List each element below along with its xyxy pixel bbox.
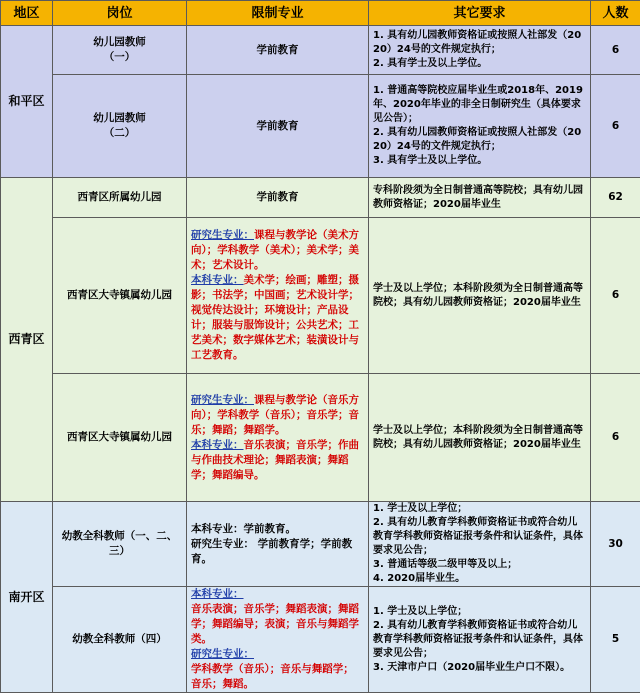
requirement-line: 3. 天津市户口（2020届毕业生户口不限）。	[373, 661, 586, 675]
major-cell: 学前教育	[187, 178, 369, 218]
count-cell: 6	[591, 26, 640, 75]
requirement-line: 2. 具有幼儿教育学科教师资格证书或符合幼儿教育学科教师资格证报考条件和认证条件，具体要求见公告；	[373, 516, 586, 558]
major-line: 本科专业：学前教育。	[191, 522, 364, 537]
requirement-line: 1. 具有幼儿园教师资格证或按照人社部发（2020）24号的文件规定执行；	[373, 29, 586, 57]
position-line: 三）	[57, 544, 182, 559]
major-cell	[187, 587, 369, 693]
major-cell: 学前教育	[187, 26, 369, 75]
major-text: 课程与教学论（美术方向）；学科教学（美术）；美术学；美术；艺术设计。	[191, 229, 359, 271]
district-cell: 南开区	[1, 502, 53, 693]
position-cell: 幼教全科教师（四）	[53, 587, 187, 693]
major-label: 本科专业：	[191, 274, 244, 286]
position-line: 幼教全科教师（一、二、	[57, 529, 182, 544]
major-text: 音乐表演；音乐学；作曲与作曲技术理论；舞蹈表演；舞蹈学；舞蹈编导。	[191, 439, 359, 481]
major-label: 研究生专业：	[191, 229, 254, 241]
position-cell	[53, 75, 187, 178]
header-district: 地区	[1, 1, 53, 26]
major-label: 研究生专业：	[191, 394, 254, 406]
position-cell: 西青区大寺镇属幼儿园	[53, 374, 187, 502]
major-text: 课程与教学论（音乐方向）；学科教学（音乐）；音乐学；音乐；舞蹈；舞蹈学。	[191, 394, 359, 436]
major-cell	[187, 374, 369, 502]
requirement-line: 3. 具有学士及以上学位。	[373, 154, 586, 168]
count-cell: 30	[591, 502, 640, 587]
count-cell: 62	[591, 178, 640, 218]
table-row	[1, 587, 640, 693]
header-major: 限制专业	[187, 1, 369, 26]
major-label: 本科专业：	[191, 439, 244, 451]
major-label: 本科专业：	[191, 588, 244, 600]
count-cell: 6	[591, 75, 640, 178]
count-cell: 6	[591, 374, 640, 502]
position-line: 幼儿园教师	[57, 111, 182, 126]
position-cell: 西青区大寺镇属幼儿园	[53, 218, 187, 374]
requirement-line: 2. 具有学士及以上学位。	[373, 57, 586, 71]
requirement-line: 3. 普通话等级二级甲等及以上；	[373, 558, 586, 572]
requirements-cell: 学士及以上学位；本科阶段须为全日制普通高等院校；具有幼儿园教师资格证；2020届毕业生	[369, 218, 591, 374]
major-label: 研究生专业：	[191, 648, 254, 660]
district-cell: 西青区	[1, 178, 53, 502]
district-cell: 和平区	[1, 26, 53, 178]
table-row	[1, 374, 640, 502]
major-cell	[187, 218, 369, 374]
requirements-cell	[369, 502, 591, 587]
position-line: 幼儿园教师	[57, 35, 182, 50]
major-line: 研究生专业： 学前教育学；学前教育。	[191, 537, 364, 567]
header-position: 岗位	[53, 1, 187, 26]
requirements-cell: 专科阶段须为全日制普通高等院校；具有幼儿园教师资格证；2020届毕业生	[369, 178, 591, 218]
major-text: 学科教学（音乐）；音乐与舞蹈学；音乐；舞蹈。	[191, 663, 354, 690]
requirement-line: 1. 学士及以上学位；	[373, 502, 586, 516]
position-line: （一）	[57, 50, 182, 65]
table-row	[1, 218, 640, 374]
major-text: 美术学；绘画；雕塑；摄影；书法学；中国画；艺术设计学；视觉传达设计；环境设计；产品设计；服装与服饰设计；公共艺术；工艺美术；数字媒体艺术；装潢设计与工艺教育。	[191, 274, 359, 361]
count-cell: 6	[591, 218, 640, 374]
header-requirements: 其它要求	[369, 1, 591, 26]
major-text: 音乐表演；音乐学；舞蹈表演；舞蹈学；舞蹈编导；表演；音乐与舞蹈学类。	[191, 603, 359, 645]
position-cell	[53, 26, 187, 75]
major-cell	[187, 502, 369, 587]
requirement-line: 2. 具有幼儿教育学科教师资格证书或符合幼儿教育学科教师资格证报考条件和认证条件，具体要求见公告；	[373, 619, 586, 661]
requirement-line: 4. 2020届毕业生。	[373, 572, 586, 586]
table-row	[1, 178, 640, 218]
header-count: 人数	[591, 1, 640, 26]
major-cell: 学前教育	[187, 75, 369, 178]
requirements-cell	[369, 587, 591, 693]
requirement-line: 2. 具有幼儿园教师资格证或按照人社部发（2020）24号的文件规定执行；	[373, 126, 586, 154]
header-row	[1, 1, 640, 26]
table-row	[1, 502, 640, 587]
requirements-cell	[369, 26, 591, 75]
requirements-cell: 学士及以上学位；本科阶段须为全日制普通高等院校；具有幼儿园教师资格证；2020届毕业生	[369, 374, 591, 502]
table-row	[1, 26, 640, 75]
count-cell: 5	[591, 587, 640, 693]
requirement-line: 1. 普通高等院校应届毕业生或2018年、2019年、2020年毕业的非全日制研究生（具体要求见公告）；	[373, 84, 586, 126]
requirements-cell	[369, 75, 591, 178]
requirement-line: 1. 学士及以上学位；	[373, 605, 586, 619]
table-row	[1, 75, 640, 178]
position-cell	[53, 502, 187, 587]
position-cell: 西青区所属幼儿园	[53, 178, 187, 218]
position-line: （二）	[57, 126, 182, 141]
